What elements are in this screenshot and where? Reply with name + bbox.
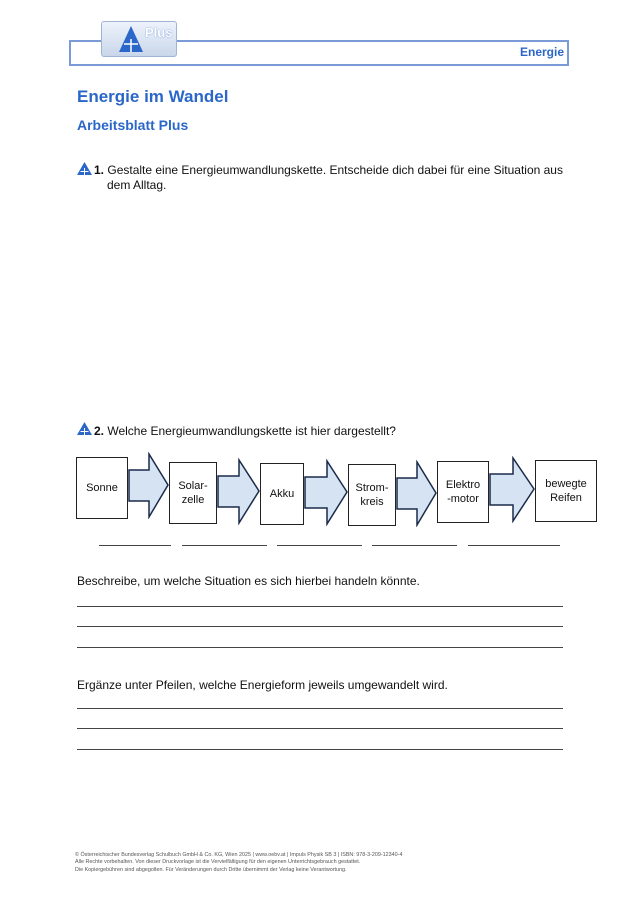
writing-line[interactable] [77, 647, 563, 648]
chain-arrow [489, 456, 535, 523]
copyright-footer [75, 852, 402, 874]
task-1-text-line2: dem Alltag. [107, 178, 167, 192]
chain-arrow [304, 459, 348, 526]
arrow-answer-line[interactable] [372, 545, 457, 546]
writing-line[interactable] [77, 708, 563, 709]
task-triangle-icon [77, 162, 92, 175]
chain-box-bewegte-reifen: bewegte Reifen [535, 460, 597, 522]
arrow-answer-line[interactable] [277, 545, 362, 546]
chain-box-solarzelle: Solar- zelle [169, 462, 217, 524]
writing-line[interactable] [77, 626, 563, 627]
chain-arrow [396, 460, 437, 527]
writing-line[interactable] [77, 606, 563, 607]
arrow-answer-line[interactable] [99, 545, 171, 546]
plus-logo [101, 21, 177, 57]
section-label: Energie [519, 45, 564, 59]
chain-arrow [217, 458, 260, 525]
writing-line[interactable] [77, 749, 563, 750]
page-title: Energie im Wandel [77, 87, 229, 106]
footer-line: Alle Rechte vorbehalten. Von dieser Druckvorlage ist die Vervielfältigung für den eigenen Unterrichtsgebrauch gestattet. [75, 859, 361, 866]
chain-box-elektromotor: Elektro -motor [437, 461, 489, 523]
chain-arrow [128, 452, 169, 519]
task-2 [94, 424, 396, 439]
arrow-answer-line[interactable] [182, 545, 267, 546]
writing-line[interactable] [77, 728, 563, 729]
chain-box-sonne: Sonne [76, 457, 128, 519]
logo-badge-text: Plus [145, 25, 173, 40]
task-1 [94, 163, 564, 178]
footer-line: Die Kopiergebühren sind abgegolten. Für Veränderungen durch Dritte übernimmt der Verlag keine Verantwortung. [75, 866, 347, 873]
task-2-number: 2. [94, 424, 105, 438]
task-triangle-icon [77, 422, 92, 435]
task-1-number: 1. [94, 163, 105, 177]
prompt-energy-forms: Ergänze unter Pfeilen, welche Energieform jeweils umgewandelt wird. [77, 678, 448, 692]
footer-line: © Österreichischer Bundesverlag Schulbuch GmbH & Co. KG, Wien 2025 | www.oebv.at | Impuls Physik SB 3 | ISBN: 978-3-209-12340-4 [75, 852, 403, 858]
page-subtitle: Arbeitsblatt Plus [77, 117, 189, 133]
task-1-text: Gestalte eine Energieumwandlungskette. Entscheide dich dabei für eine Situation aus [107, 163, 563, 177]
prompt-situation: Beschreibe, um welche Situation es sich hierbei handeln könnte. [77, 574, 420, 588]
triangle-logo-icon [118, 25, 144, 53]
arrow-answer-line[interactable] [468, 545, 560, 546]
chain-box-stromkreis: Strom- kreis [348, 464, 396, 526]
chain-box-akku: Akku [260, 463, 304, 525]
task-2-text: Welche Energieumwandlungskette ist hier dargestellt? [107, 424, 396, 438]
